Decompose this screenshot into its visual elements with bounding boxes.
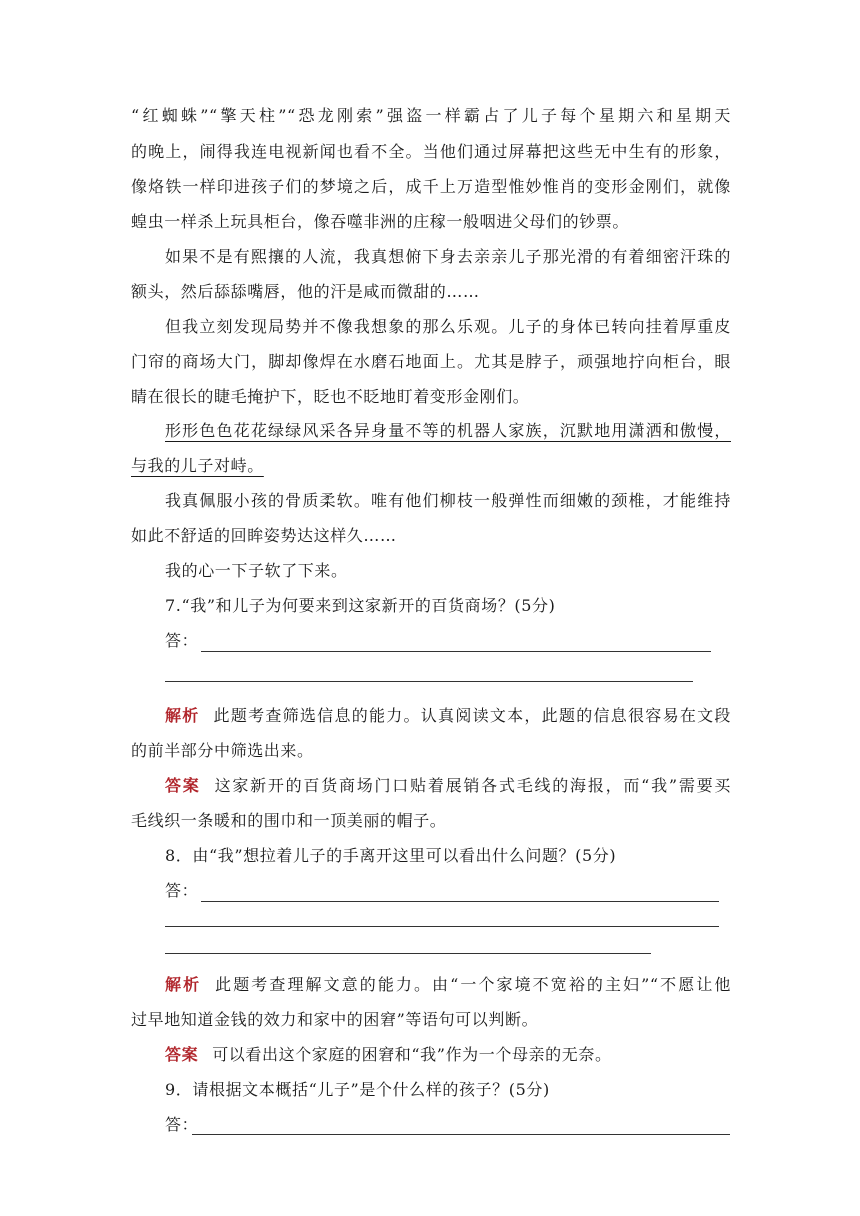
passage-text-line: 门帘的商场大门，脚却像焊在水磨石地面上。尤其是脖子，顽强地拧向柜台，眼 — [131, 352, 731, 371]
passage-text-line: “红蜘蛛”“擎天柱”“恐龙刚索”强盗一样霸占了儿子每个星期六和星期天 — [131, 106, 731, 125]
question-7-analysis — [165, 705, 731, 727]
answer-label: 答案 — [165, 776, 201, 795]
passage-text-line: 我真佩服小孩的骨质柔软。唯有他们柳枝一般弹性而细嫩的颈椎，才能维持 — [165, 491, 731, 510]
question-7-answer-line[interactable] — [165, 681, 693, 682]
question-7-answer-line[interactable] — [201, 651, 711, 652]
passage-text-line: 像烙铁一样印进孩子们的梦境之后，成千上万造型惟妙惟肖的变形金刚们，就像 — [131, 177, 731, 196]
question-8-analysis-cont: 过早地知道金钱的效力和家中的困窘”等语句可以判断。 — [131, 1010, 539, 1029]
passage-text-line: 额头，然后舔舔嘴唇，他的汗是咸而微甜的…… — [131, 282, 480, 301]
passage-text-line: 如此不舒适的回眸姿势达这样久…… — [131, 526, 397, 545]
analysis-label: 解析 — [165, 975, 202, 994]
question-9-prompt: 9．请根据文本概括“儿子”是个什么样的孩子？(5分) — [165, 1080, 550, 1099]
passage-text-line: 的晚上，闹得我连电视新闻也看不全。当他们通过屏幕把这些无中生有的形象， — [131, 142, 731, 161]
question-7-analysis-cont: 的前半部分中筛选出来。 — [131, 741, 314, 760]
passage-text-line: 蝗虫一样杀上玩具柜台，像吞噬非洲的庄稼一般咽进父母们的钞票。 — [131, 212, 630, 231]
answer-label: 答案 — [165, 1045, 199, 1064]
question-8-answer — [165, 1044, 731, 1066]
analysis-text: 此题考查筛选信息的能力。认真阅读文本，此题的信息很容易在文段 — [213, 706, 731, 725]
question-7-answer — [165, 775, 731, 797]
question-9-answer-prefix: 答： — [165, 1115, 199, 1134]
passage-text-line: 睛在很长的睫毛掩护下，眨也不眨地盯着变形金刚们。 — [131, 387, 530, 406]
underlined-passage-line: 形形色色花花绿绿风采各异身量不等的机器人家族，沉默地用潇洒和傲慢， — [165, 421, 731, 440]
question-8-answer-prefix: 答： — [165, 881, 199, 900]
underlined-passage-line: 与我的儿子对峙。 — [131, 456, 264, 475]
question-7-answer-cont: 毛线织一条暖和的围巾和一顶美丽的帽子。 — [131, 811, 447, 830]
answer-text: 可以看出这个家庭的困窘和“我”作为一个母亲的无奈。 — [212, 1045, 612, 1064]
question-8-answer-line[interactable] — [201, 901, 719, 902]
analysis-text: 此题考查理解文意的能力。由“一个家境不宽裕的主妇”“不愿让他 — [215, 975, 731, 994]
question-7-answer-prefix: 答： — [165, 631, 199, 650]
passage-text-line: 如果不是有熙攘的人流，我真想俯下身去亲亲儿子那光滑的有着细密汗珠的 — [165, 247, 731, 266]
question-8-prompt: 8．由“我”想拉着儿子的手离开这里可以看出什么问题？(5分) — [165, 846, 617, 865]
passage-text-line: 我的心一下子软了下来。 — [165, 561, 348, 580]
question-7-prompt: 7.“我”和儿子为何要来到这家新开的百货商场？(5分) — [165, 596, 556, 615]
passage-text-line: 但我立刻发现局势并不像我想象的那么乐观。儿子的身体已转向挂着厚重皮 — [165, 317, 731, 336]
analysis-label: 解析 — [165, 706, 200, 725]
question-8-answer-line[interactable] — [165, 953, 651, 954]
question-8-answer-line[interactable] — [165, 926, 719, 927]
answer-text: 这家新开的百货商场门口贴着展销各式毛线的海报，而“我”需要买 — [214, 776, 731, 795]
question-8-analysis — [165, 974, 731, 996]
question-9-answer-line[interactable] — [192, 1134, 730, 1135]
